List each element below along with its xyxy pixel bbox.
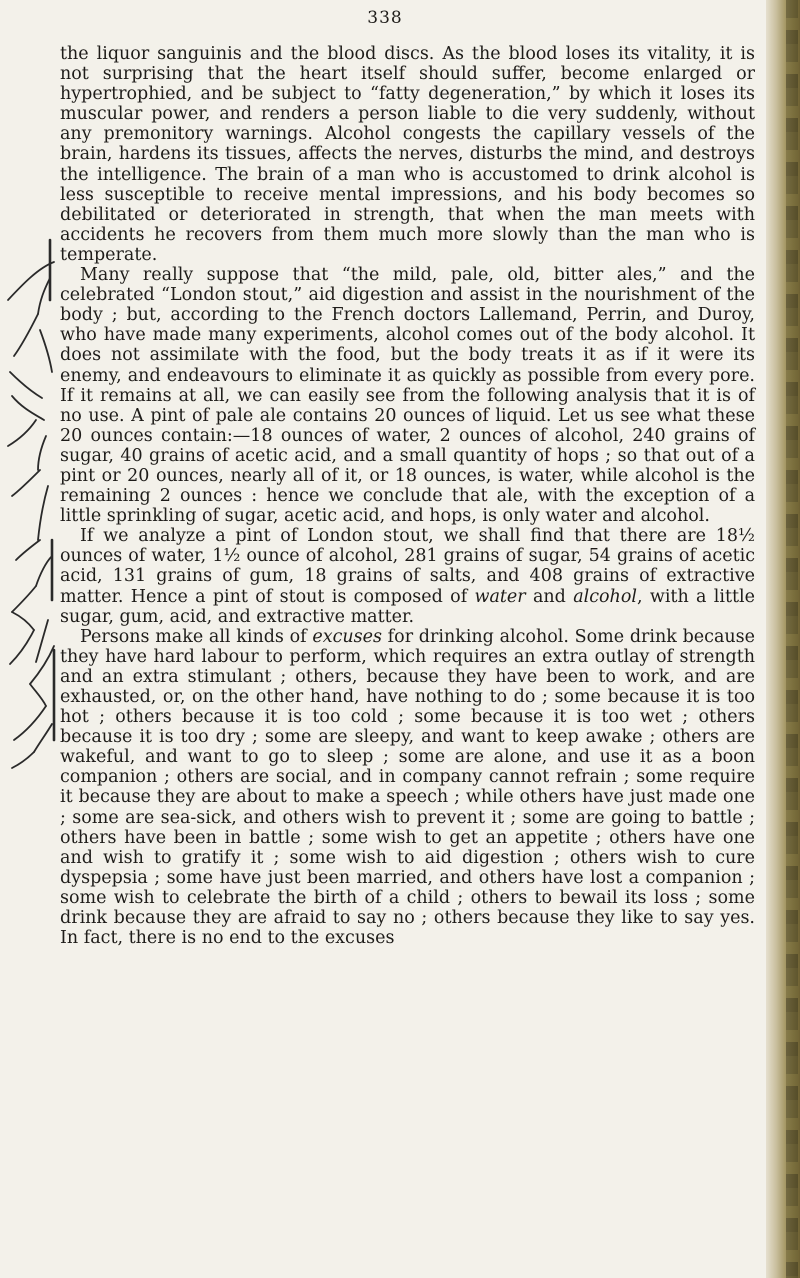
paragraph (60, 526, 755, 626)
page-number: 338 (367, 8, 403, 28)
marginal-pencil-mark (0, 0, 60, 800)
text-run: for drinking alcohol. Some drink because they have hard labour to perform, which requires an extra outlay of strength and an extra stimulant ; others, because they have been to work, and are exhausted, or, on the other hand, have nothing to do ; some because it is too hot ; others because it is too cold ; some because it is too wet ; others because it is too dry ; some are sleepy, and want to keep awake ; others are wakeful, and want to go to sleep ; some are alone, and use it as a boon companion ; others are social, and in company cannot refrain ; some require it because they are about to make a speech ; while others have just made one ; some are sea-sick, and others wish to prevent it ; some are going to battle ; others have been in battle ; some wish to get an appetite ; others have one and wish to gratify it ; some wish to aid digestion ; others wish to cure dyspepsia ; some have just been married, and others have lost a companion ; some wish to celebrate the birth of a child ; others to bewail its loss ; some drink because they are afraid to say no ; others because they like to say yes. In fact, there is no end to the excuses (60, 626, 755, 949)
body-text (60, 44, 755, 948)
text-run: If we analyze a pint of London stout, we shall find that there are 18½ ounces of water, 1½ ounce of alcohol, 281 grains of sugar, 54 grains of acetic acid, 131 grains of gum, 18 grains of salts, and 408 grains of extractive matter. Hence a pint of stout is composed of (60, 526, 755, 607)
text-run: , with a little sugar, gum, acid, and extractive matter. (60, 586, 755, 627)
paragraph (60, 265, 755, 526)
text-run: and (525, 586, 574, 607)
italic-text: water (474, 586, 526, 607)
text-run: the liquor sanguinis and the blood discs. As the blood loses its vitality, it is not surprising that the heart itself should suffer, become enlarged or hypertrophied, and be subject to “fatty degeneration,” by which it loses its muscular power, and renders a person liable to die very suddenly, without any premonitory warnings. Alcohol congests the capillary vessels of the brain, hardens its tissues, affects the nerves, disturbs the mind, and destroys the intelligence. The brain of a man who is accustomed to drink alcohol is less susceptible to receive mental impressions, and his body becomes so debilitated or deteriorated in strength, that when the man meets with accidents he recovers from them much more slowly than the man who is temperate. (60, 44, 755, 265)
italic-text: excuses (312, 626, 382, 647)
text-run: Many really suppose that “the mild, pale, old, bitter ales,” and the celebrated “London stout,” aid digestion and assist in the nourishment of the body ; but, according to the French doctors Lallemand, Perrin, and Duroy, who have made many experiments, alcohol comes out of the body alcohol. It does not assimilate with the food, but the body treats it as if it were its enemy, and endeavours to eliminate it as quickly as possible from every pore. If it remains at all, we can easily see from the following analysis that it is of no use. A pint of pale ale contains 20 ounces of liquid. Let us see what these 20 ounces contain:—18 ounces of water, 2 ounces of alcohol, 240 grains of sugar, 40 grains of acetic acid, and a small quantity of hops ; so that out of a pint or 20 ounces, nearly all of it, or 18 ounces, is water, while alcohol is the remaining 2 ounces : hence we conclude that ale, with the exception of a little sprinkling of sugar, acetic acid, and hops, is only water and alcohol. (60, 265, 755, 527)
page-edge-shadow (786, 0, 798, 1278)
paragraph (60, 44, 755, 265)
text-run: Persons make all kinds of (80, 626, 313, 647)
paragraph (60, 627, 755, 949)
italic-text: alcohol (573, 586, 637, 607)
